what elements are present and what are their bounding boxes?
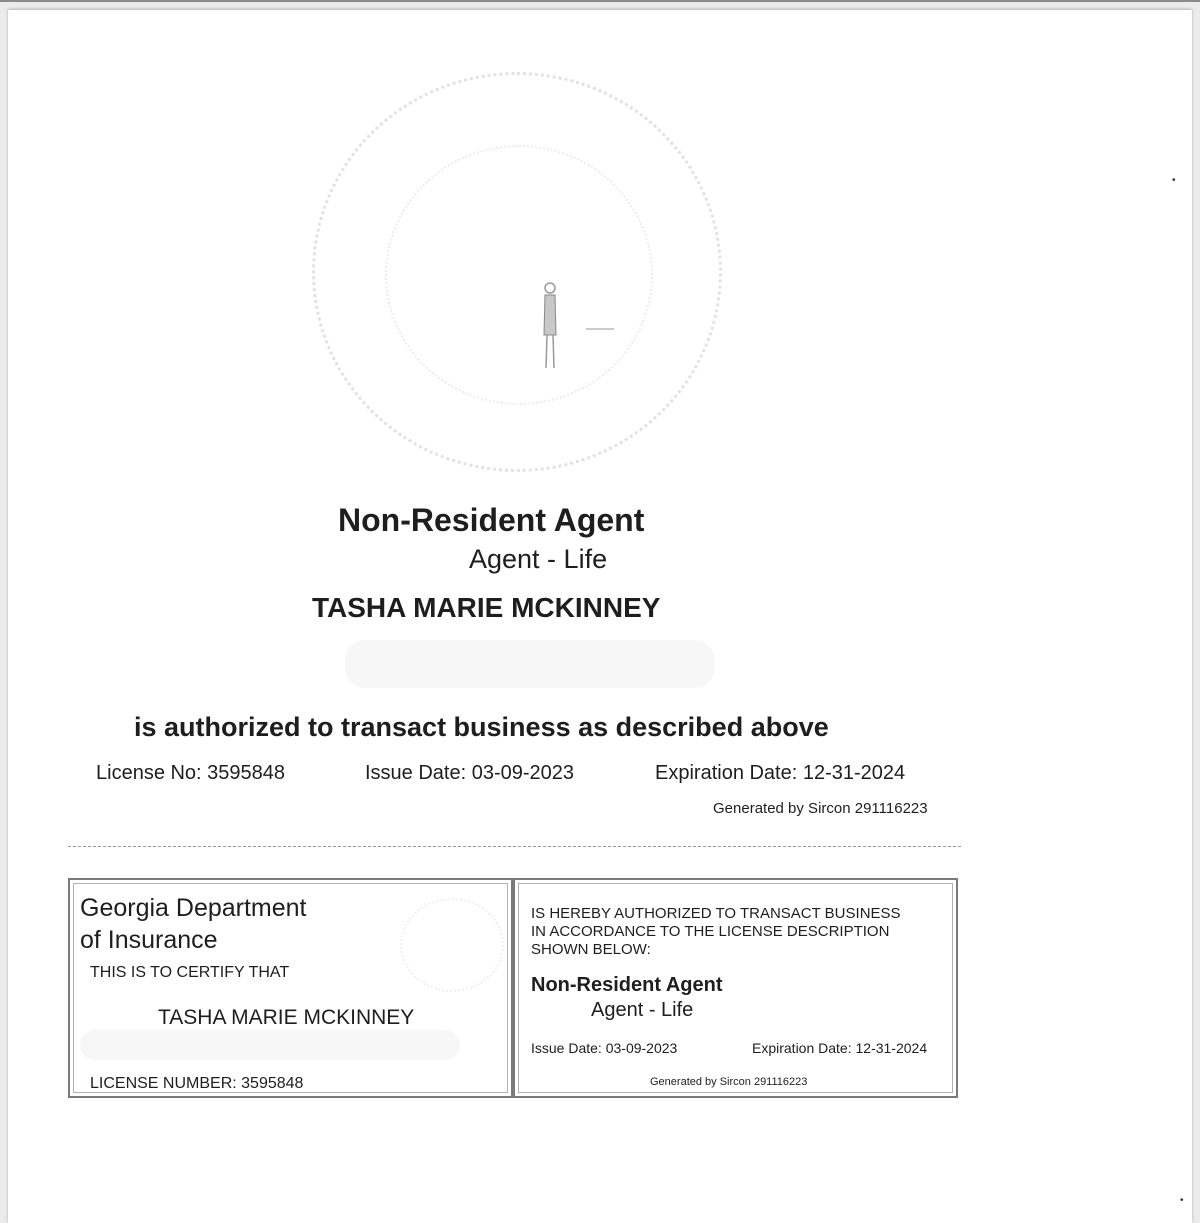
scan-speck: • <box>1172 175 1176 186</box>
card-issue-date: Issue Date: 03-09-2023 <box>531 1040 678 1056</box>
redacted-area-card <box>80 1030 460 1060</box>
state-seal-watermark <box>312 72 722 472</box>
card-line-of-authority: Agent - Life <box>591 999 694 1021</box>
line-of-authority: Agent - Life <box>469 544 608 574</box>
card-expiration-date: Expiration Date: 12-31-2024 <box>752 1040 928 1056</box>
mini-seal-watermark <box>400 898 504 992</box>
card-license-type: Non-Resident Agent <box>531 974 723 996</box>
seal-figure-icon <box>540 280 560 370</box>
certify-text: THIS IS TO CERTIFY THAT <box>90 964 290 981</box>
top-border <box>0 0 1200 2</box>
redacted-area <box>345 640 715 688</box>
issue-date: Issue Date: 03-09-2023 <box>365 762 575 784</box>
card-licensee-name: TASHA MARIE MCKINNEY <box>158 1006 415 1029</box>
card-generated-by: Generated by Sircon 291116223 <box>650 1076 808 1088</box>
license-type-heading: Non-Resident Agent <box>338 502 645 538</box>
scan-speck: • <box>1180 1195 1184 1206</box>
statement-line3: SHOWN BELOW: <box>531 941 651 958</box>
seal-inner-ring <box>385 145 653 405</box>
seal-sword-mark <box>586 328 614 330</box>
wallet-card-left <box>68 878 513 1098</box>
generated-by: Generated by Sircon 291116223 <box>713 800 928 817</box>
authorization-statement: is authorized to transact business as described above <box>134 712 829 742</box>
licensee-name: TASHA MARIE MCKINNEY <box>312 592 661 623</box>
wallet-card-right <box>513 878 958 1098</box>
agency-name-line1: Georgia Department <box>80 894 307 922</box>
statement-line1: IS HEREBY AUTHORIZED TO TRANSACT BUSINESS <box>531 905 901 922</box>
agency-name-line2: of Insurance <box>80 926 218 954</box>
license-number: License No: 3595848 <box>96 762 286 784</box>
expiration-date: Expiration Date: 12-31-2024 <box>655 762 906 784</box>
statement-line2: IN ACCORDANCE TO THE LICENSE DESCRIPTION <box>531 923 890 940</box>
cut-line-divider <box>68 846 961 848</box>
card-license-number: LICENSE NUMBER: 3595848 <box>90 1075 304 1092</box>
